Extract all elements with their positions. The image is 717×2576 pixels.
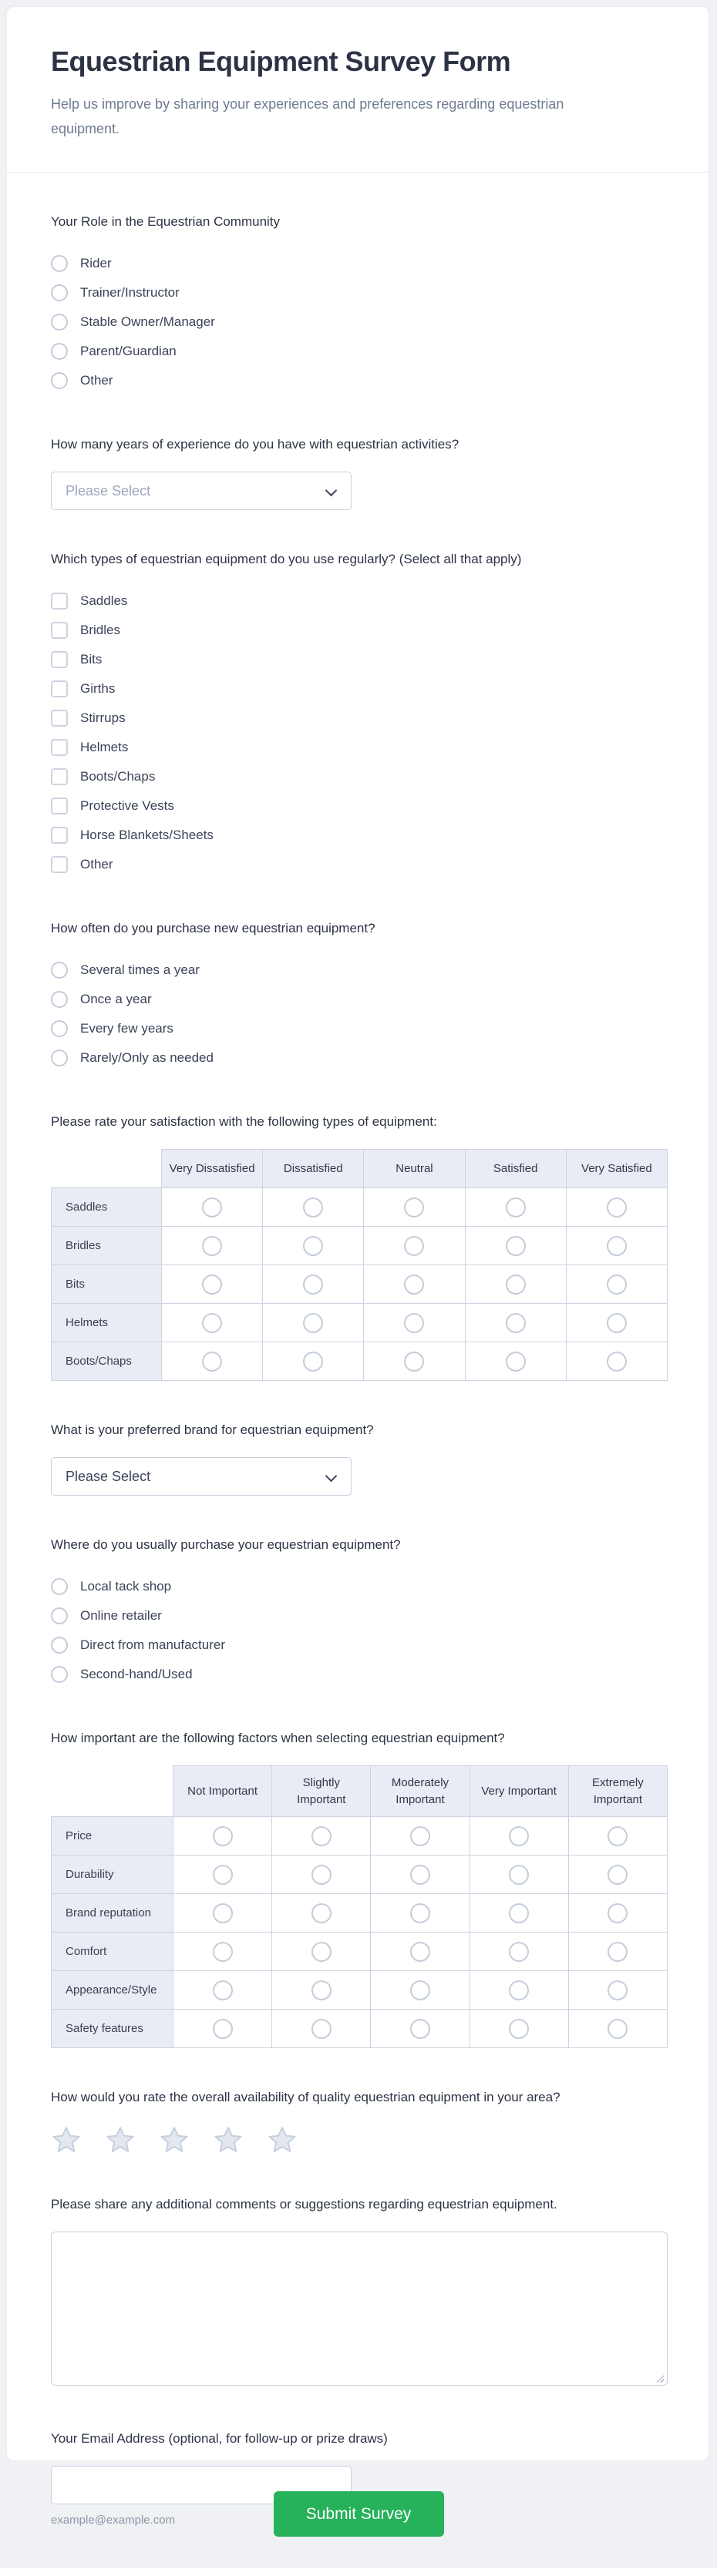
star-icon[interactable] bbox=[159, 2124, 190, 2155]
radio-label: Second-hand/Used bbox=[80, 1667, 193, 1681]
radio-label: Trainer/Instructor bbox=[80, 285, 180, 300]
radio-option[interactable] bbox=[51, 366, 665, 395]
radio-label: Every few years bbox=[80, 1021, 173, 1036]
matrix-radio[interactable] bbox=[213, 1865, 233, 1885]
matrix-radio[interactable] bbox=[311, 1865, 332, 1885]
matrix-radio[interactable] bbox=[404, 1236, 424, 1256]
checkbox-option[interactable] bbox=[51, 791, 665, 821]
radio-label: Direct from manufacturer bbox=[80, 1637, 225, 1652]
matrix-row bbox=[52, 1933, 668, 1971]
question-label: How important are the following factors when selecting equestrian equipment? bbox=[51, 1731, 505, 1745]
matrix-column-header: Slightly Important bbox=[272, 1766, 371, 1817]
matrix-corner-cell bbox=[52, 1150, 162, 1188]
radio-icon bbox=[51, 1050, 68, 1066]
radio-option[interactable] bbox=[51, 278, 665, 307]
matrix-radio[interactable] bbox=[608, 1826, 628, 1846]
radio-option[interactable] bbox=[51, 1014, 665, 1043]
radio-icon bbox=[51, 255, 68, 272]
radio-label: Parent/Guardian bbox=[80, 344, 177, 358]
checkbox-icon bbox=[51, 827, 68, 844]
checkbox-icon bbox=[51, 680, 68, 697]
matrix-column-header: Neutral bbox=[364, 1150, 465, 1188]
radio-icon bbox=[51, 343, 68, 360]
matrix-radio[interactable] bbox=[213, 1903, 233, 1923]
matrix-radio[interactable] bbox=[202, 1313, 222, 1333]
matrix-radio[interactable] bbox=[607, 1236, 627, 1256]
checkbox-label: Horse Blankets/Sheets bbox=[80, 828, 214, 842]
question-label: How many years of experience do you have with equestrian activities? bbox=[51, 437, 459, 452]
checkbox-icon bbox=[51, 651, 68, 668]
matrix-radio[interactable] bbox=[509, 2019, 529, 2039]
matrix-radio[interactable] bbox=[607, 1275, 627, 1295]
radio-label: Rarely/Only as needed bbox=[80, 1050, 214, 1065]
matrix-radio[interactable] bbox=[509, 1980, 529, 2000]
matrix-radio[interactable] bbox=[410, 1826, 430, 1846]
checkbox-label: Boots/Chaps bbox=[80, 769, 156, 784]
matrix-radio[interactable] bbox=[506, 1197, 526, 1217]
matrix-radio[interactable] bbox=[202, 1275, 222, 1295]
checkbox-label: Other bbox=[80, 857, 113, 872]
matrix-radio[interactable] bbox=[410, 1980, 430, 2000]
page-title: Equestrian Equipment Survey Form bbox=[51, 45, 511, 77]
matrix-radio[interactable] bbox=[303, 1313, 323, 1333]
checkbox-label: Helmets bbox=[80, 740, 129, 754]
matrix-radio[interactable] bbox=[608, 2019, 628, 2039]
satisfaction-matrix bbox=[51, 1149, 668, 1381]
matrix-radio[interactable] bbox=[607, 1197, 627, 1217]
matrix-radio[interactable] bbox=[410, 1903, 430, 1923]
checkbox-label: Saddles bbox=[80, 593, 128, 608]
checkbox-label: Bits bbox=[80, 652, 103, 667]
radio-icon bbox=[51, 962, 68, 979]
matrix-row bbox=[52, 1971, 668, 2010]
question-label: Which types of equestrian equipment do you use regularly? (Select all that apply) bbox=[51, 552, 522, 566]
matrix-row bbox=[52, 1265, 668, 1304]
chevron-down-icon bbox=[325, 1470, 338, 1483]
checkbox-option[interactable] bbox=[51, 586, 665, 616]
question-frequency bbox=[51, 918, 665, 1073]
form-footer bbox=[0, 2463, 717, 2576]
question-comments bbox=[51, 2194, 665, 2390]
radio-label: Rider bbox=[80, 256, 112, 270]
matrix-row-label: Saddles bbox=[52, 1188, 162, 1227]
matrix-row-label: Bits bbox=[52, 1265, 162, 1304]
matrix-radio[interactable] bbox=[506, 1236, 526, 1256]
matrix-radio[interactable] bbox=[202, 1236, 222, 1256]
radio-label: Once a year bbox=[80, 992, 152, 1006]
matrix-row-label: Brand reputation bbox=[52, 1894, 173, 1933]
matrix-radio[interactable] bbox=[506, 1352, 526, 1372]
radio-label: Online retailer bbox=[80, 1608, 162, 1623]
radio-icon bbox=[51, 314, 68, 331]
checkbox-option[interactable] bbox=[51, 850, 665, 879]
matrix-radio[interactable] bbox=[311, 1980, 332, 2000]
radio-option[interactable] bbox=[51, 956, 665, 985]
radio-icon bbox=[51, 1020, 68, 1037]
matrix-radio[interactable] bbox=[410, 1865, 430, 1885]
matrix-radio[interactable] bbox=[303, 1275, 323, 1295]
question-label: Your Email Address (optional, for follow-up or prize draws) bbox=[51, 2431, 388, 2446]
matrix-row bbox=[52, 1188, 668, 1227]
matrix-radio[interactable] bbox=[608, 1903, 628, 1923]
checkbox-icon bbox=[51, 768, 68, 785]
matrix-radio[interactable] bbox=[608, 1980, 628, 2000]
select-value: Please Select bbox=[66, 1468, 151, 1484]
radio-option[interactable] bbox=[51, 1572, 665, 1601]
matrix-radio[interactable] bbox=[506, 1275, 526, 1295]
form-header bbox=[7, 7, 709, 172]
matrix-row bbox=[52, 1227, 668, 1265]
checkbox-label: Stirrups bbox=[80, 710, 126, 725]
matrix-radio[interactable] bbox=[213, 1980, 233, 2000]
matrix-radio[interactable] bbox=[311, 1826, 332, 1846]
matrix-column-header: Very Important bbox=[470, 1766, 568, 1817]
radio-icon bbox=[51, 372, 68, 389]
checkbox-option[interactable] bbox=[51, 645, 665, 674]
question-label: How would you rate the overall availability of quality equestrian equipment in your area? bbox=[51, 2090, 560, 2104]
comments-field-wrap bbox=[51, 2232, 668, 2390]
checkbox-icon bbox=[51, 798, 68, 814]
question-availability bbox=[51, 2087, 665, 2155]
star-icon[interactable] bbox=[105, 2124, 136, 2155]
checkbox-label: Girths bbox=[80, 681, 116, 696]
checkbox-option[interactable] bbox=[51, 704, 665, 733]
matrix-row bbox=[52, 1894, 668, 1933]
matrix-column-header: Satisfied bbox=[465, 1150, 566, 1188]
header-divider bbox=[7, 172, 709, 173]
radio-icon bbox=[51, 1607, 68, 1624]
checkbox-icon bbox=[51, 710, 68, 727]
matrix-radio[interactable] bbox=[607, 1352, 627, 1372]
checkbox-option[interactable] bbox=[51, 733, 665, 762]
question-label: How often do you purchase new equestrian equipment? bbox=[51, 921, 375, 935]
radio-icon bbox=[51, 1666, 68, 1683]
radio-icon bbox=[51, 284, 68, 301]
radio-icon bbox=[51, 991, 68, 1008]
checkbox-option[interactable] bbox=[51, 616, 665, 645]
select-placeholder: Please Select bbox=[66, 482, 151, 499]
radio-option[interactable] bbox=[51, 249, 665, 278]
matrix-radio[interactable] bbox=[311, 2019, 332, 2039]
checkbox-option[interactable] bbox=[51, 674, 665, 704]
checkbox-label: Protective Vests bbox=[80, 798, 174, 813]
radio-option[interactable] bbox=[51, 337, 665, 366]
question-importance bbox=[51, 1728, 665, 2048]
matrix-radio[interactable] bbox=[213, 1942, 233, 1962]
matrix-radio[interactable] bbox=[410, 2019, 430, 2039]
question-label: Please share any additional comments or suggestions regarding equestrian equipment. bbox=[51, 2197, 557, 2212]
matrix-row-label: Comfort bbox=[52, 1933, 173, 1971]
matrix-column-header: Extremely Important bbox=[568, 1766, 667, 1817]
matrix-radio[interactable] bbox=[506, 1313, 526, 1333]
matrix-radio[interactable] bbox=[404, 1197, 424, 1217]
question-experience bbox=[51, 434, 665, 510]
checkbox-option[interactable] bbox=[51, 762, 665, 791]
matrix-row-label: Durability bbox=[52, 1856, 173, 1894]
star-icon[interactable] bbox=[213, 2124, 244, 2155]
radio-option[interactable] bbox=[51, 1631, 665, 1660]
question-role bbox=[51, 211, 665, 395]
resize-handle-icon[interactable] bbox=[655, 2374, 664, 2383]
radio-label: Stable Owner/Manager bbox=[80, 314, 215, 329]
radio-label: Local tack shop bbox=[80, 1579, 172, 1594]
matrix-radio[interactable] bbox=[608, 1865, 628, 1885]
matrix-column-header: Very Satisfied bbox=[566, 1150, 667, 1188]
form-body bbox=[7, 211, 709, 2569]
question-label: Please rate your satisfaction with the following types of equipment: bbox=[51, 1114, 437, 1129]
question-label: Where do you usually purchase your equestrian equipment? bbox=[51, 1537, 401, 1552]
matrix-radio[interactable] bbox=[608, 1942, 628, 1962]
matrix-column-header: Moderately Important bbox=[371, 1766, 470, 1817]
question-label: Your Role in the Equestrian Community bbox=[51, 214, 281, 229]
matrix-row-label: Helmets bbox=[52, 1304, 162, 1342]
matrix-radio[interactable] bbox=[311, 1942, 332, 1962]
matrix-radio[interactable] bbox=[509, 1826, 529, 1846]
question-label: What is your preferred brand for equestrian equipment? bbox=[51, 1422, 374, 1437]
matrix-radio[interactable] bbox=[213, 1826, 233, 1846]
radio-label: Several times a year bbox=[80, 962, 200, 977]
radio-option[interactable] bbox=[51, 1601, 665, 1631]
radio-option[interactable] bbox=[51, 985, 665, 1014]
matrix-radio[interactable] bbox=[213, 2019, 233, 2039]
radio-icon bbox=[51, 1637, 68, 1654]
radio-option[interactable] bbox=[51, 307, 665, 337]
matrix-row bbox=[52, 1856, 668, 1894]
matrix-radio[interactable] bbox=[404, 1352, 424, 1372]
email-helper-text: example@example.com bbox=[51, 2514, 176, 2527]
matrix-radio[interactable] bbox=[410, 1942, 430, 1962]
checkbox-icon bbox=[51, 856, 68, 873]
question-brand bbox=[51, 1419, 665, 1496]
checkbox-icon bbox=[51, 622, 68, 639]
matrix-radio[interactable] bbox=[404, 1313, 424, 1333]
matrix-radio[interactable] bbox=[202, 1197, 222, 1217]
matrix-radio[interactable] bbox=[303, 1352, 323, 1372]
question-satisfaction bbox=[51, 1111, 665, 1381]
star-icon[interactable] bbox=[267, 2124, 298, 2155]
matrix-row-label: Price bbox=[52, 1817, 173, 1856]
page-bottom-strip bbox=[0, 2568, 717, 2576]
matrix-radio[interactable] bbox=[303, 1197, 323, 1217]
matrix-radio[interactable] bbox=[509, 1865, 529, 1885]
matrix-radio[interactable] bbox=[202, 1352, 222, 1372]
checkbox-icon bbox=[51, 593, 68, 610]
radio-label: Other bbox=[80, 373, 113, 388]
matrix-column-header: Very Dissatisfied bbox=[162, 1150, 263, 1188]
question-equipment bbox=[51, 549, 665, 879]
matrix-corner-cell bbox=[52, 1766, 173, 1817]
matrix-column-header: Not Important bbox=[173, 1766, 272, 1817]
radio-option[interactable] bbox=[51, 1660, 665, 1689]
star-icon[interactable] bbox=[51, 2124, 82, 2155]
checkbox-icon bbox=[51, 739, 68, 756]
matrix-radio[interactable] bbox=[303, 1236, 323, 1256]
radio-option[interactable] bbox=[51, 1043, 665, 1073]
matrix-row-label: Bridles bbox=[52, 1227, 162, 1265]
submit-button[interactable]: Submit Survey bbox=[274, 2491, 444, 2537]
matrix-row-label: Boots/Chaps bbox=[52, 1342, 162, 1381]
matrix-radio[interactable] bbox=[509, 1942, 529, 1962]
page-subtitle: Help us improve by sharing your experiences and preferences regarding equestrian equipment. bbox=[51, 96, 564, 136]
matrix-row bbox=[52, 2010, 668, 2048]
matrix-row bbox=[52, 1817, 668, 1856]
radio-icon bbox=[51, 1578, 68, 1595]
matrix-radio[interactable] bbox=[311, 1903, 332, 1923]
checkbox-label: Bridles bbox=[80, 623, 120, 637]
matrix-row bbox=[52, 1342, 668, 1381]
matrix-radio[interactable] bbox=[404, 1275, 424, 1295]
matrix-row-label: Safety features bbox=[52, 2010, 173, 2048]
chevron-down-icon bbox=[325, 485, 338, 497]
importance-matrix bbox=[51, 1765, 668, 2048]
question-location bbox=[51, 1534, 665, 1689]
matrix-row-label: Appearance/Style bbox=[52, 1971, 173, 2010]
brand-select[interactable] bbox=[51, 1457, 352, 1496]
comments-textarea[interactable] bbox=[51, 2232, 668, 2386]
matrix-column-header: Dissatisfied bbox=[263, 1150, 364, 1188]
matrix-radio[interactable] bbox=[607, 1313, 627, 1333]
matrix-radio[interactable] bbox=[509, 1903, 529, 1923]
experience-select[interactable] bbox=[51, 472, 352, 510]
checkbox-option[interactable] bbox=[51, 821, 665, 850]
matrix-row bbox=[52, 1304, 668, 1342]
star-rating bbox=[51, 2124, 665, 2155]
